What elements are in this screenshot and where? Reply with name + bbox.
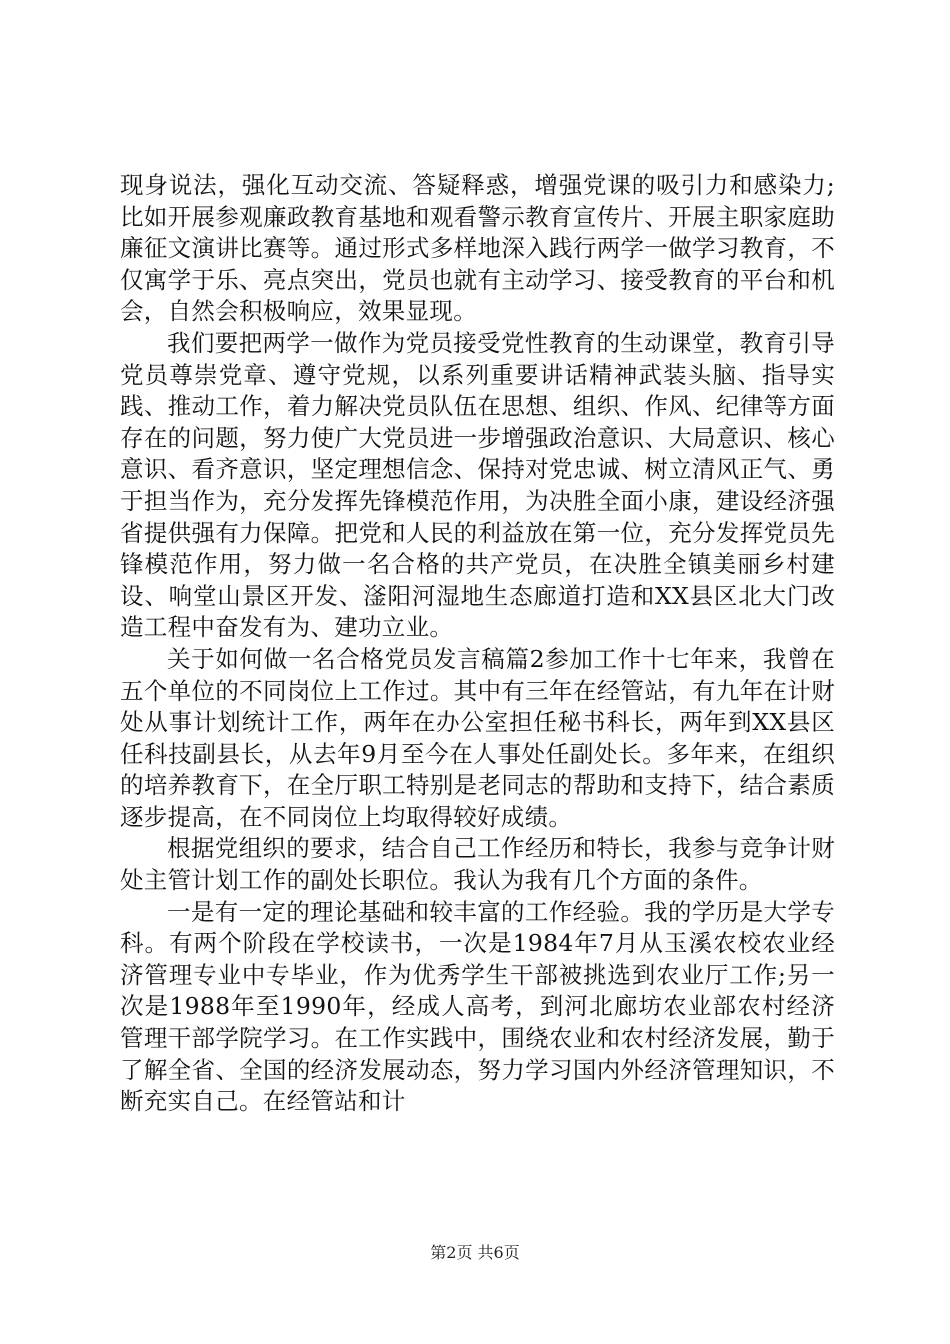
paragraph-continuation: 现身说法，强化互动交流、答疑释惑，增强党课的吸引力和感染力;比如开展参观廉政教育基地和观看警示教育宣传片、开展主职家庭助廉征文演讲比赛等。通过形式多样地深入践行两学一做学习教育，不仅寓学于乐、亮点突出，党员也就有主动学习、接受教育的平台和机会，自然会积极响应，效果显现。 (120, 171, 835, 326)
page-footer: 第2页 共6页 (430, 1243, 520, 1262)
paragraph: 一是有一定的理论基础和较丰富的工作经验。我的学历是大学专科。有两个阶段在学校读书，一次是1984年7月从玉溪农校农业经济管理专业中专毕业，作为优秀学生干部被挑选到农业厅工作;另一次是1988年至1990年，经成人高考，到河北廊坊农业部农村经济管理干部学院学习。在工作实践中，围绕农业和农村经济发展，勤于了解全省、全国的经济发展动态，努力学习国内外经济管理知识，不断充实自己。在经管站和计 (120, 897, 835, 1116)
paragraph: 关于如何做一名合格党员发言稿篇2参加工作十七年来，我曾在五个单位的不同岗位上工作过。其中有三年在经管站，有九年在计财处从事计划统计工作，两年在办公室担任秘书科长，两年到XX县区任科技副县长，从去年9月至今在人事处任副处长。多年来，在组织的培养教育下，在全厅职工特别是老同志的帮助和支持下，结合素质逐步提高，在不同岗位上均取得较好成绩。 (120, 644, 835, 831)
paragraph: 我们要把两学一做作为党员接受党性教育的生动课堂，教育引导党员尊崇党章、遵守党规，以系列重要讲话精神武装头脑、指导实践、推动工作，着力解决党员队伍在思想、组织、作风、纪律等方面存在的问题，努力使广大党员进一步增强政治意识、大局意识、核心意识、看齐意识，坚定理想信念、保持对党忠诚、树立清风正气、勇于担当作为，充分发挥先锋模范作用，为决胜全面小康，建设经济强省提供强有力保障。把党和人民的利益放在第一位，充分发挥党员先锋模范作用，努力做一名合格的共产党员，在决胜全镇美丽乡村建设、响堂山景区开发、滏阳河湿地生态廊道打造和XX县区北大门改造工程中奋发有为、建功立业。 (120, 328, 835, 642)
paragraph: 根据党组织的要求，结合自己工作经历和特长，我参与竞争计财处主管计划工作的副处长职位。我认为我有几个方面的条件。 (120, 834, 835, 895)
document-body (120, 170, 835, 1118)
